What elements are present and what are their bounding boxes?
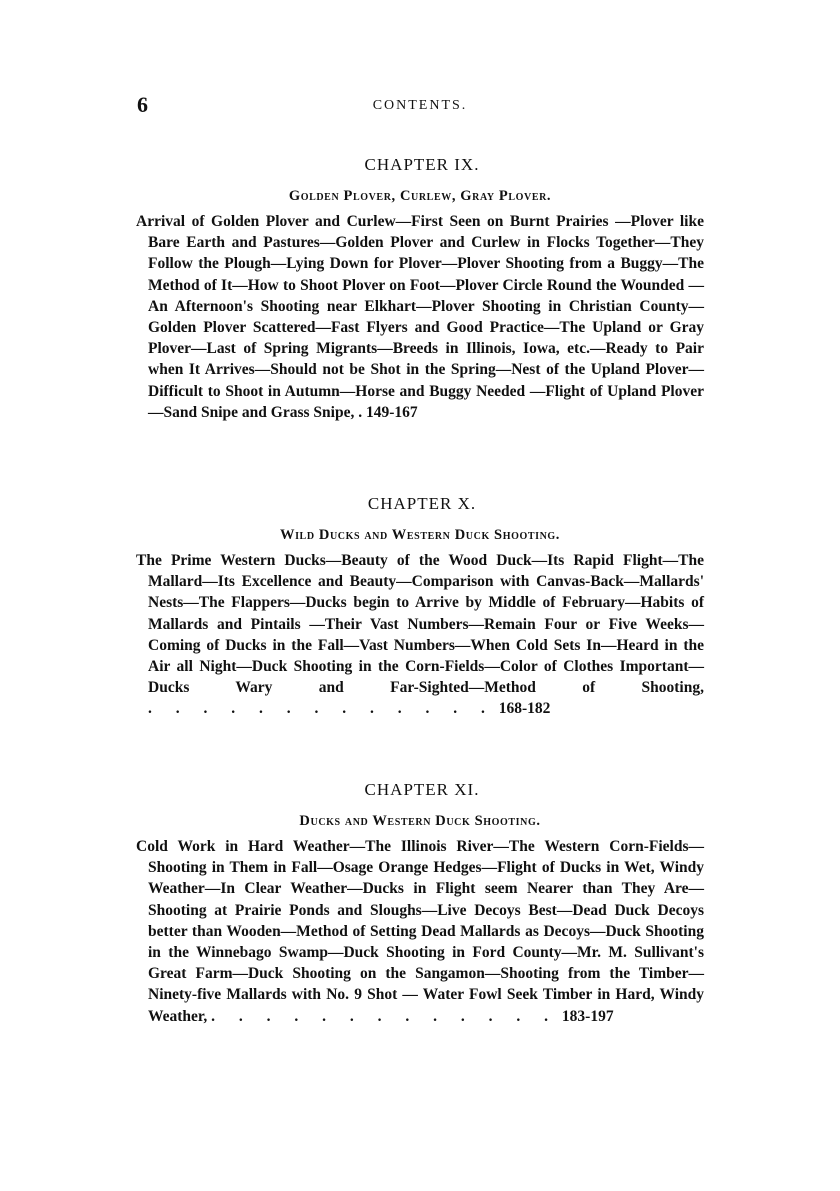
chapter-summary: Arrival of Golden Plover and Curlew—First Seen on Burnt Prairies —Plover like Bare Earth and Pastures—Golden Plover and Curlew in Flocks Together—They Follow the Plough—Lying Down for Plover—Plover Shooting from a Buggy—The Method of It—How to Shoot Plover on Foot—Plover Circle Round the Wounded —An Afternoon's Shooting near Elkhart—Plover Shooting in Christian County—Golden Plover Scattered—Fast Flyers and Good Practice—The Upland or Gray Plover—Last of Spring Migrants—Breeds in Illinois, Iowa, etc.—Ready to Pair when It Arrives—Should not be Shot in the Spring—Nest of the Upland Plover—Difficult to Shoot in Autumn—Horse and Buggy Needed —Flight of Upland Plover—Sand Snipe and Grass Snipe, — [136, 213, 704, 421]
chapter-xi-entry — [136, 780, 704, 1027]
running-head: CONTENTS. — [372, 98, 468, 113]
chapter-subtitle: Wild Ducks and Western Duck Shooting. — [279, 527, 561, 543]
chapter-subtitle: Ducks and Western Duck Shooting. — [299, 813, 541, 829]
chapter-summary: Cold Work in Hard Weather—The Illinois River—The Western Corn-Fields—Shooting in Them in Fall—Osage Orange Hedges—Flight of Ducks in Wet, Windy Weather—In Clear Weather—Ducks in Flight seem Nearer than They Are—Shooting at Prairie Ponds and Sloughs—Live Decoys Best—Dead Duck Decoys better than Wooden—Method of Setting Dead Mallards as Decoys—Duck Shooting in the Winnebago Swamp—Duck Shooting in Ford County—Mr. M. Sullivant's Great Farm—Duck Shooting on the Sangamon—Shooting from the Timber—Ninety-five Mallards with No. 9 Shot — Water Fowl Seek Timber in Hard, Windy Weather, — [136, 838, 704, 1025]
page-range: 168-182 — [498, 700, 551, 718]
dot-leader: . — [358, 403, 363, 421]
page-range: 149-167 — [365, 403, 418, 421]
chapter-title: CHAPTER X. — [367, 494, 477, 513]
page-range: 183-197 — [561, 1007, 614, 1025]
page-number: 6 — [137, 92, 148, 117]
chapter-subtitle: Golden Plover, Curlew, Gray Plover. — [288, 188, 552, 204]
page-range-group — [358, 404, 417, 421]
dot-leader: . . . . . . . . . . . . . — [148, 700, 495, 718]
chapter-title: CHAPTER XI. — [364, 780, 480, 799]
chapter-title: CHAPTER IX. — [364, 155, 480, 174]
page-range-group — [148, 700, 550, 717]
page-range-group — [211, 1008, 613, 1025]
chapter-x-entry — [136, 494, 704, 720]
dot-leader: . . . . . . . . . . . . . — [211, 1007, 559, 1025]
chapter-summary-block — [136, 550, 704, 720]
chapter-summary-block — [136, 211, 704, 423]
chapter-summary: The Prime Western Ducks—Beauty of the Wood Duck—Its Rapid Flight—The Mallard—Its Excellence and Beauty—Comparison with Canvas-Back—Mallards' Nests—The Flappers—Ducks begin to Arrive by Middle of February—Habits of Mallards and Pintails —Their Vast Numbers—Remain Four or Five Weeks—Coming of Ducks in the Fall—Vast Numbers—When Cold Sets In—Heard in the Air all Night—Duck Shooting in the Corn-Fields—Color of Clothes Important—Ducks Wary and Far-Sighted—Method of Shooting, — [136, 552, 704, 697]
chapter-ix-entry — [136, 155, 704, 423]
chapter-summary-block — [136, 836, 704, 1027]
